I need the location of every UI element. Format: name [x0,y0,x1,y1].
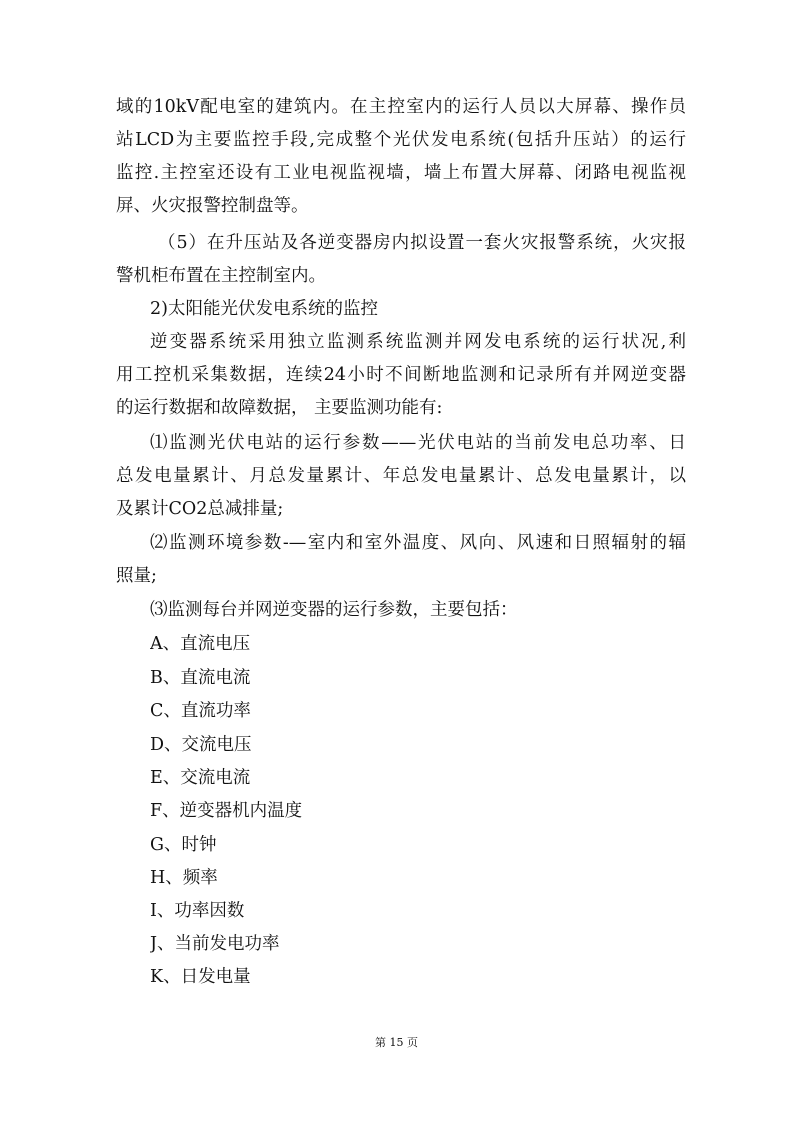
paragraph-line: 总发电量累计、月总发量累计、年总发电量累计、总发电量累计，以 [116,466,686,486]
paragraph-line: 用工控机采集数据，连续24小时不间断地监测和记录所有并网逆变器 [116,365,686,385]
list-item: B、直流电流 [150,668,251,688]
list-item: I、功率因数 [150,901,245,921]
paragraph-line: 监控.主控室还设有工业电视监视墙，墙上布置大屏幕、闭路电视监视 [116,163,686,183]
paragraph-line: 屏、火灾报警控制盘等。 [116,196,309,216]
list-item: J、当前发电功率 [150,934,280,954]
paragraph-line: 站LCD为主要监控手段,完成整个光伏发电系统(包括升压站）的运行 [116,130,686,150]
list-item: A、直流电压 [150,634,251,654]
paragraph-line: 域的10kV配电室的建筑内。在主控室内的运行人员以大屏幕、操作员 [116,97,686,117]
paragraph-line: ⑶监测每台并网逆变器的运行参数，主要包括： [150,600,518,620]
paragraph-line: 的运行数据和故障数据， 主要监测功能有: [116,398,443,418]
paragraph-line: 警机柜布置在主控制室内。 [116,266,326,286]
list-item: E、交流电流 [150,768,251,788]
list-item: C、直流功率 [150,701,251,721]
list-item: D、交流电压 [150,735,252,755]
paragraph-line: 逆变器系统采用独立监测系统监测并网发电系统的运行状况,利 [150,332,686,352]
page-number: 第 15 页 [375,1036,418,1049]
list-item: K、日发电量 [150,967,251,987]
paragraph-line: （5）在升压站及各逆变器房内拟设置一套火灾报警系统，火灾报 [158,233,686,253]
list-item: G、时钟 [150,835,217,855]
list-item: F、逆变器机内温度 [150,801,303,821]
paragraph-line: 及累计CO2总减排量; [116,499,284,519]
paragraph-line: 照量; [116,566,157,586]
list-item: H、频率 [150,868,218,888]
paragraph-line: ⑵监测环境参数-—室内和室外温度、风向、风速和日照辐射的辐 [150,533,686,553]
section-heading: 2)太阳能光伏发电系统的监控 [150,299,378,319]
paragraph-line: ⑴监测光伏电站的运行参数——光伏电站的当前发电总功率、日 [150,433,686,453]
